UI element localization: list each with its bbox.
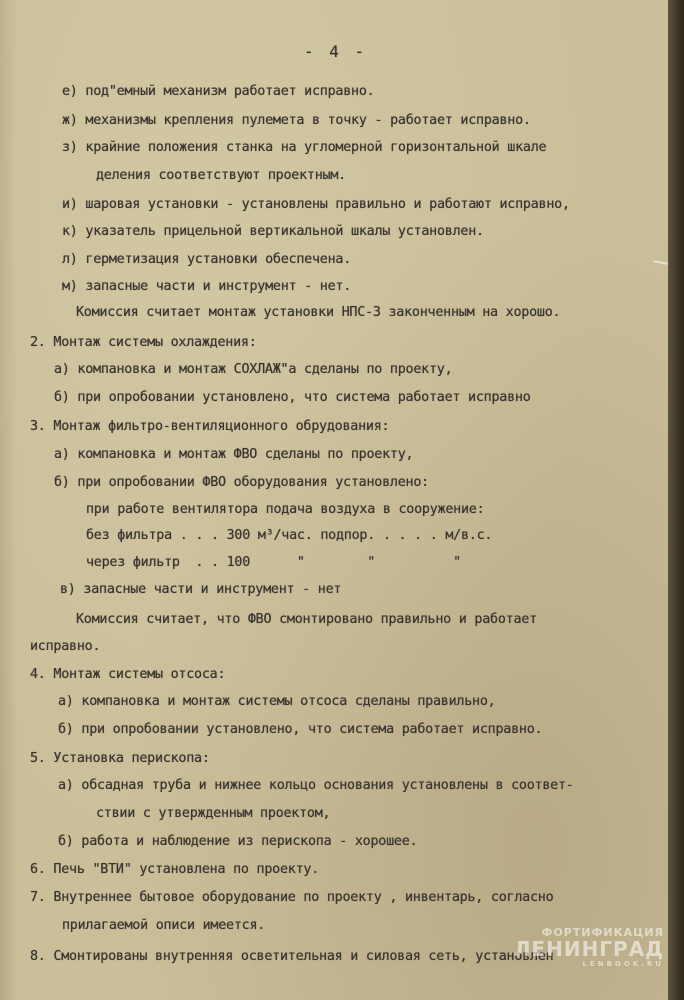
text-line: к) указатель прицельной вертикальной шкалы установлен. xyxy=(62,224,484,239)
binding-edge xyxy=(668,0,684,1000)
text-line: исправно. xyxy=(30,639,101,654)
watermark-line: LENBOOK.RU xyxy=(582,960,664,968)
text-line: 8. Смонтированы внутренняя осветительная и силовая сеть, установлен xyxy=(30,949,554,964)
text-line: 3. Монтаж фильтро-вентиляционного обрудования: xyxy=(30,419,390,434)
text-line: деления соответствуют проектным. xyxy=(96,168,346,183)
watermark-logo xyxy=(488,927,664,995)
text-line: при работе вентилятора подача воздуха в сооружение: xyxy=(86,502,485,517)
text-line: б) работа и наблюдение из перископа - хорошее. xyxy=(58,834,418,849)
text-line: л) герметизация установки обеспечена. xyxy=(62,252,352,267)
text-line: 4. Монтаж системы отсоса: xyxy=(30,667,226,682)
text-line: Комиссия считает монтаж установки НПС-3 законченным на хорошо. xyxy=(76,305,561,320)
text-line: м) запасные части и инструмент - нет. xyxy=(62,279,352,294)
text-line: а) компановка и монтаж системы отсоса сделаны правильно, xyxy=(58,694,496,709)
text-line: без фильтра . . . 300 м³/час. подпор. . . . . м/в.с. xyxy=(86,528,493,543)
text-line: б) при опробовании ФВО оборудования установлено: xyxy=(54,475,429,490)
text-line: ж) механизмы крепления пулемета в точку - работает исправно. xyxy=(62,113,531,128)
text-line: а) обсадная труба и нижнее кольцо основания установлены в соответ- xyxy=(58,778,574,793)
text-line: 6. Печь "ВТИ" установлена по проекту. xyxy=(30,862,320,877)
page-number: - 4 - xyxy=(304,42,368,61)
text-line: б) при опробовании установлено, что система работает исправно xyxy=(54,390,531,405)
text-line: е) под"емный механизм работает исправно. xyxy=(62,84,375,99)
text-line: ствии с утвержденным проектом, xyxy=(96,806,331,821)
text-line: б) при опробовании установлено, что система работает исправно. xyxy=(58,722,543,737)
text-line: Комиссия считает, что ФВО смонтировано правильно и работает xyxy=(76,612,537,627)
text-line: 2. Монтаж системы охлаждения: xyxy=(30,335,257,350)
text-line: 7. Внутреннее бытовое оборудование по проекту , инвентарь, согласно xyxy=(30,890,554,905)
text-line: 5. Установка перископа: xyxy=(30,751,210,766)
watermark-line: ЛЕНИНГРАД xyxy=(513,937,664,961)
watermark-line: ФОРТИФИКАЦИЯ xyxy=(541,926,664,939)
text-line: а) компановка и монтаж СОХЛАЖ"а сделаны по проекту, xyxy=(54,362,453,377)
text-line: через фильтр . . 100 " " " xyxy=(86,555,461,570)
text-line: а) компановка и монтаж ФВО сделаны по проекту, xyxy=(54,447,414,462)
text-line: з) крайние положения станка на угломерной горизонтальной шкале xyxy=(62,140,547,155)
text-line: прилагаемой описи имеется. xyxy=(62,918,266,933)
text-line: в) запасные части и инструмент - нет xyxy=(60,582,342,597)
text-line: и) шаровая установки - установлены правильно и работают исправно, xyxy=(62,197,570,212)
